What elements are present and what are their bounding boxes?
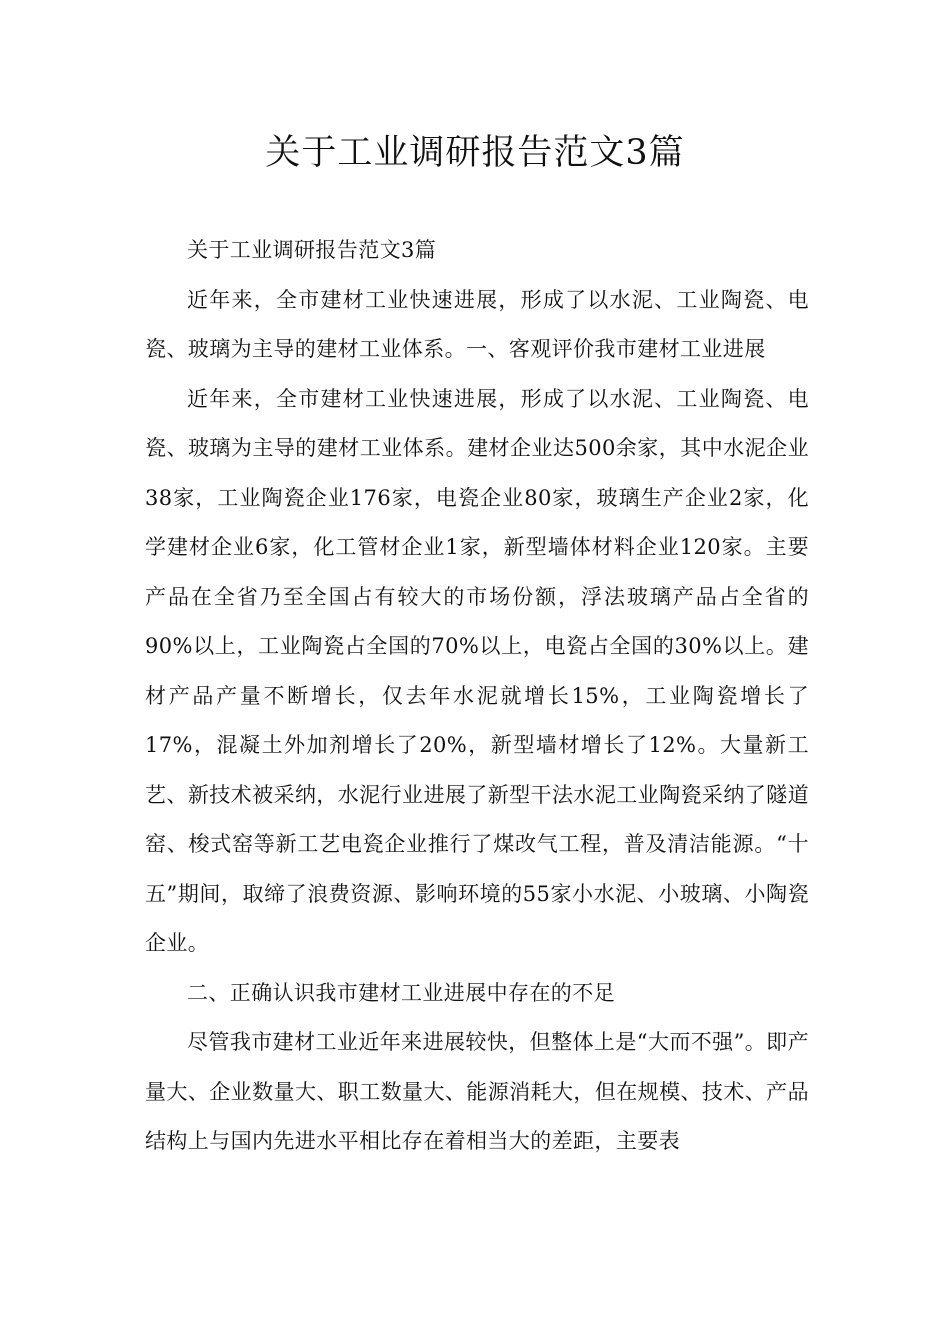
paragraph-subtitle: 关于工业调研报告范文3篇: [187, 238, 437, 262]
paragraph-shortcomings: 尽管我市建材工业近年来进展较快，但整体上是“大而不强”。即产量大、企业数量大、职工数量大、能源消耗大，但在规模、技术、产品结构上与国内先进水平相比存在着相当大的差距，主要表: [145, 1030, 809, 1153]
document-body: [145, 226, 809, 1167]
document-title: 关于工业调研报告范文3篇: [265, 133, 685, 173]
paragraph-overview: 近年来，全市建材工业快速进展，形成了以水泥、工业陶瓷、电瓷、玻璃为主导的建材工业体系。建材企业达500余家，其中水泥企业38家，工业陶瓷企业176家，电瓷企业80家，玻璃生产企业2家，化学建材企业6家，化工管材企业1家，新型墙体材料企业120家。主要产品在全省乃至全国占有较大的市场份额，浮法玻璃产品占全省的90%以上，工业陶瓷占全国的70%以上，电瓷占全国的30%以上。建材产品产量不断增长，仅去年水泥就增长15%，工业陶瓷增长了17%，混凝土外加剂增长了20%，新型墙材增长了12%。大量新工艺、新技术被采纳，水泥行业进展了新型干法水泥工业陶瓷采纳了隧道窑、梭式窑等新工艺电瓷企业推行了煤改气工程，普及清洁能源。“十五”期间，取缔了浪费资源、影响环境的55家小水泥、小玻璃、小陶瓷企业。: [145, 386, 809, 955]
paragraph-section-heading: 二、正确认识我市建材工业进展中存在的不足: [187, 980, 615, 1005]
paragraph-intro: 近年来，全市建材工业快速进展，形成了以水泥、工业陶瓷、电瓷、玻璃为主导的建材工业体系。一、客观评价我市建材工业进展: [145, 287, 809, 361]
